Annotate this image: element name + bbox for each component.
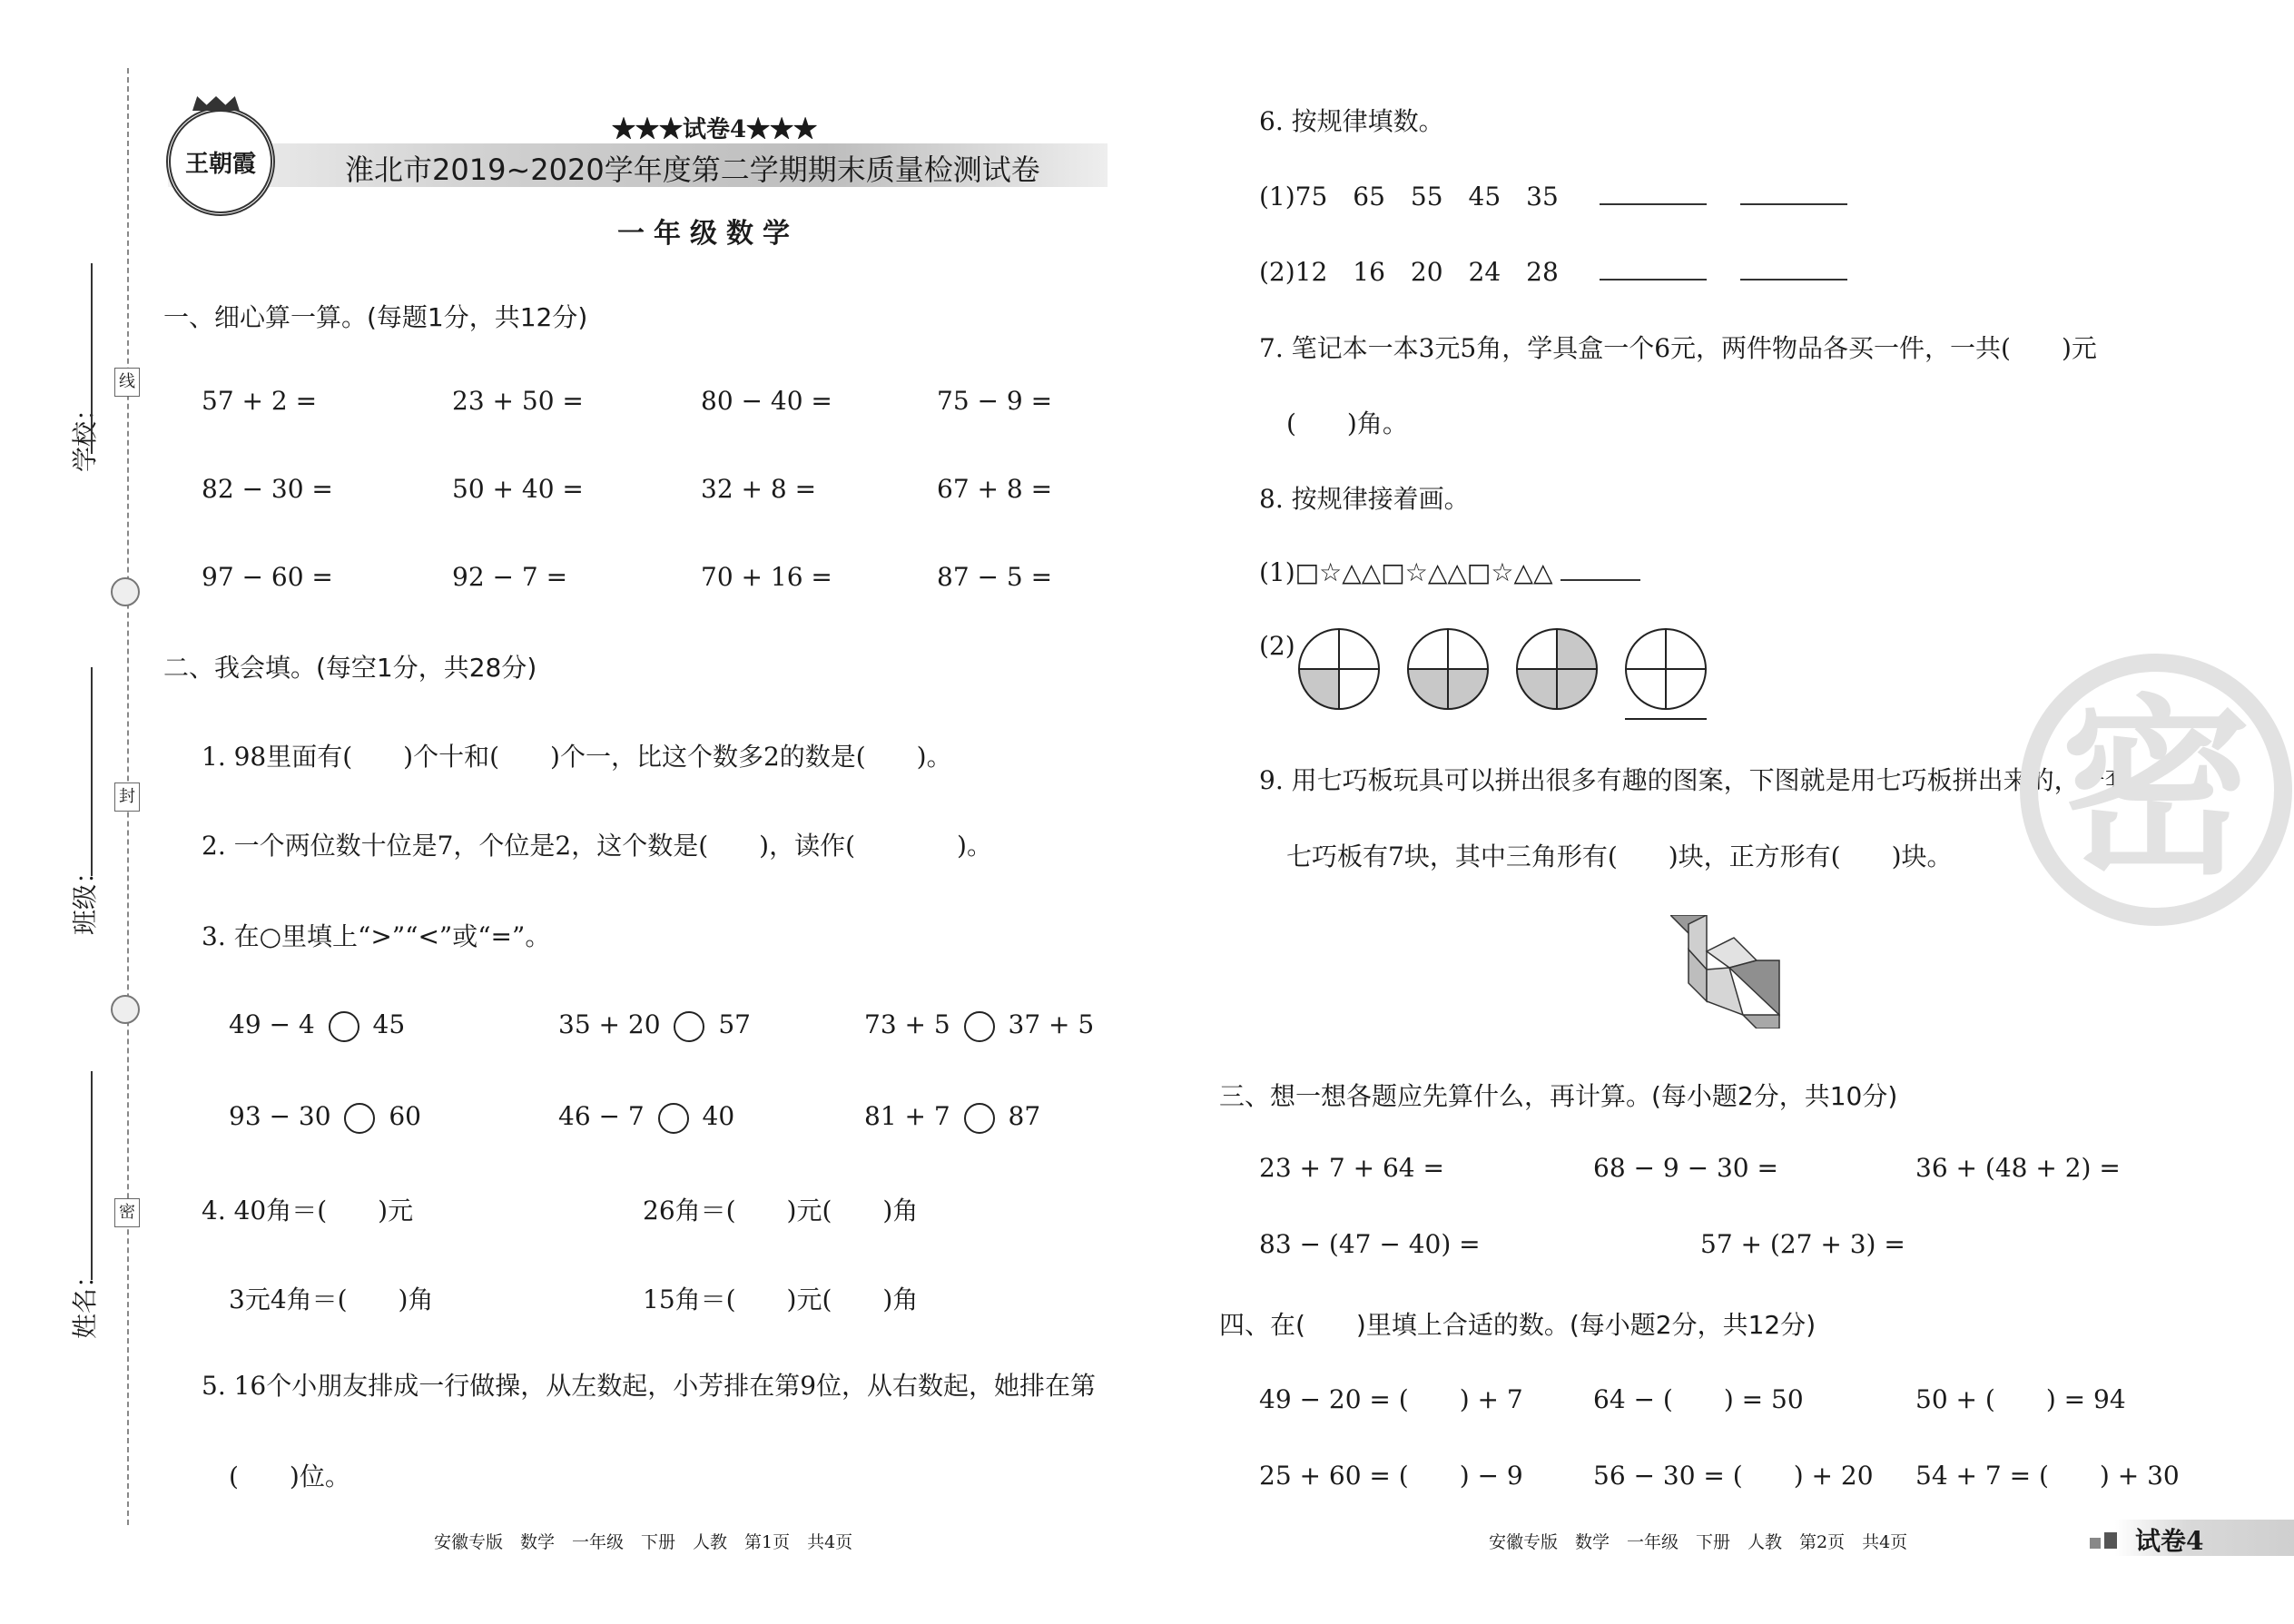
question-5: 5. 16个小朋友排成一行做操，从左数起，小芳排在第9位，从右数起，她排在第 [202, 1371, 1097, 1401]
calc-item: 70 + 16 = [701, 562, 832, 592]
answer-blank[interactable] [1600, 255, 1707, 281]
question-4c: 3元4角＝( )角 [229, 1284, 434, 1314]
question-6: 6. 按规律填数。 [1259, 106, 1444, 136]
calc-item: 87 − 5 = [937, 562, 1053, 592]
calc-item: 75 − 9 = [937, 386, 1053, 416]
section1-heading: 一、细心算一算。(每题1分，共12分) [163, 302, 588, 332]
compare-item: 81 + 7 87 [864, 1101, 1040, 1134]
binding-mark-secret: 密 [114, 1198, 140, 1227]
question-9: 9. 用七巧板玩具可以拼出很多有趣的图案，下图就是用七巧板拼出来的，一套 [1259, 765, 2131, 795]
question-7: 7. 笔记本一本3元5角，学具盒一个6元，两件物品各买一件，一共( )元 [1259, 333, 2097, 363]
logo-text: 王朝霞 [184, 150, 256, 178]
section2-heading: 二、我会填。(每空1分，共28分) [163, 653, 537, 683]
name-blank [91, 1071, 93, 1280]
question-8: 8. 按规律接着画。 [1259, 484, 1470, 514]
answer-blank[interactable] [1740, 255, 1847, 281]
exam-title: 淮北市2019~2020学年度第二学期期末质量检测试卷 [345, 153, 1040, 187]
calc-item: 23 + 50 = [452, 386, 584, 416]
question-3: 3. 在○里填上“>”“<”或“=”。 [202, 921, 551, 951]
compare-circle[interactable] [658, 1103, 689, 1134]
compare-item: 46 − 7 40 [558, 1101, 734, 1134]
compare-item: 73 + 5 37 + 5 [864, 1009, 1094, 1042]
compare-item: 93 − 30 60 [229, 1101, 421, 1134]
pattern-circle-3 [1516, 628, 1598, 710]
question-7-answer: ( )角。 [1286, 408, 1408, 438]
compare-circle[interactable] [674, 1011, 704, 1042]
class-blank [91, 667, 93, 876]
question-6-2: (2)12 16 20 24 28 [1259, 252, 1847, 289]
calc-item: 23 + 7 + 64 = [1259, 1153, 1444, 1183]
school-label: 学校： [70, 395, 100, 472]
footer-left: 安徽专版 数学 一年级 下册 人教 第1页 共4页 [434, 1532, 853, 1552]
footer-square-icon [2104, 1532, 2117, 1549]
binding-mark-line: 线 [114, 368, 140, 397]
question-4a: 4. 40角＝( )元 [202, 1196, 414, 1225]
circle-pattern [1298, 628, 1725, 724]
question-1: 1. 98里面有( )个十和( )个一，比这个数多2的数是( )。 [202, 742, 952, 772]
section4-heading: 四、在( )里填上合适的数。(每小题2分，共12分) [1219, 1310, 1816, 1340]
question-5-answer: ( )位。 [229, 1462, 350, 1491]
pattern-circle-4[interactable] [1625, 629, 1707, 719]
compare-circle[interactable] [329, 1011, 359, 1042]
compare-item: 35 + 20 57 [558, 1009, 751, 1042]
calc-item: 83 − (47 − 40) = [1259, 1229, 1481, 1259]
pattern-circle-1 [1298, 629, 1379, 710]
binding-dot-icon [111, 577, 140, 606]
exam-series: ★★★试卷4★★★ [612, 116, 818, 143]
fill-item: 56 − 30 = ( ) + 20 [1593, 1461, 1874, 1491]
fill-item: 54 + 7 = ( ) + 30 [1915, 1461, 2180, 1491]
class-label: 班级： [70, 858, 100, 935]
fill-item: 64 − ( ) = 50 [1593, 1384, 1804, 1414]
calc-item: 57 + 2 = [202, 386, 318, 416]
tangram-figure [1670, 915, 1784, 1029]
answer-blank[interactable] [1600, 180, 1707, 205]
question-6-1: (1)75 65 55 45 35 [1259, 177, 1847, 213]
exam-subtitle: 一年级数学 [617, 218, 799, 250]
section3-heading: 三、想一想各题应先算什么，再计算。(每小题2分，共10分) [1219, 1081, 1898, 1111]
question-8-1: (1)□☆△△□☆△△□☆△△ [1259, 556, 1640, 587]
fill-item: 49 − 20 = ( ) + 7 [1259, 1384, 1523, 1414]
logo [166, 107, 275, 216]
name-label: 姓名： [70, 1262, 100, 1339]
pattern-circle-2 [1407, 629, 1489, 710]
fill-item: 25 + 60 = ( ) − 9 [1259, 1461, 1523, 1491]
question-2: 2. 一个两位数十位是7，个位是2，这个数是( )，读作( )。 [202, 831, 992, 861]
fill-item: 50 + ( ) = 94 [1915, 1384, 2126, 1414]
question-9-answer: 七巧板有7块，其中三角形有( )块，正方形有( )块。 [1286, 842, 1953, 871]
compare-circle[interactable] [964, 1103, 995, 1134]
compare-circle[interactable] [964, 1011, 995, 1042]
calc-item: 68 − 9 − 30 = [1593, 1153, 1778, 1183]
calc-item: 67 + 8 = [937, 474, 1053, 504]
question-4b: 26角＝( )元( )角 [643, 1196, 919, 1225]
compare-circle[interactable] [344, 1103, 375, 1134]
binding-mark-seal: 封 [114, 782, 140, 812]
answer-blank[interactable] [1561, 556, 1640, 581]
school-blank [91, 263, 93, 454]
calc-item: 32 + 8 = [701, 474, 817, 504]
answer-blank[interactable] [1740, 180, 1847, 205]
calc-item: 50 + 40 = [452, 474, 584, 504]
calc-item: 82 − 30 = [202, 474, 333, 504]
calc-item: 80 − 40 = [701, 386, 832, 416]
calc-item: 57 + (27 + 3) = [1700, 1229, 1905, 1259]
question-8-2-label: (2) [1259, 631, 1295, 661]
footer-right: 安徽专版 数学 一年级 下册 人教 第2页 共4页 [1489, 1532, 1908, 1552]
binding-dot-icon [111, 995, 140, 1024]
calc-item: 92 − 7 = [452, 562, 568, 592]
compare-item: 49 − 4 45 [229, 1009, 405, 1042]
question-4d: 15角＝( )元( )角 [643, 1284, 919, 1314]
secret-watermark: 密 [2020, 654, 2292, 926]
crown-icon [192, 96, 240, 111]
calc-item: 36 + (48 + 2) = [1915, 1153, 2121, 1183]
calc-item: 97 − 60 = [202, 562, 333, 592]
footer-tag: 试卷4 [2135, 1526, 2204, 1556]
footer-square-icon [2090, 1538, 2101, 1549]
